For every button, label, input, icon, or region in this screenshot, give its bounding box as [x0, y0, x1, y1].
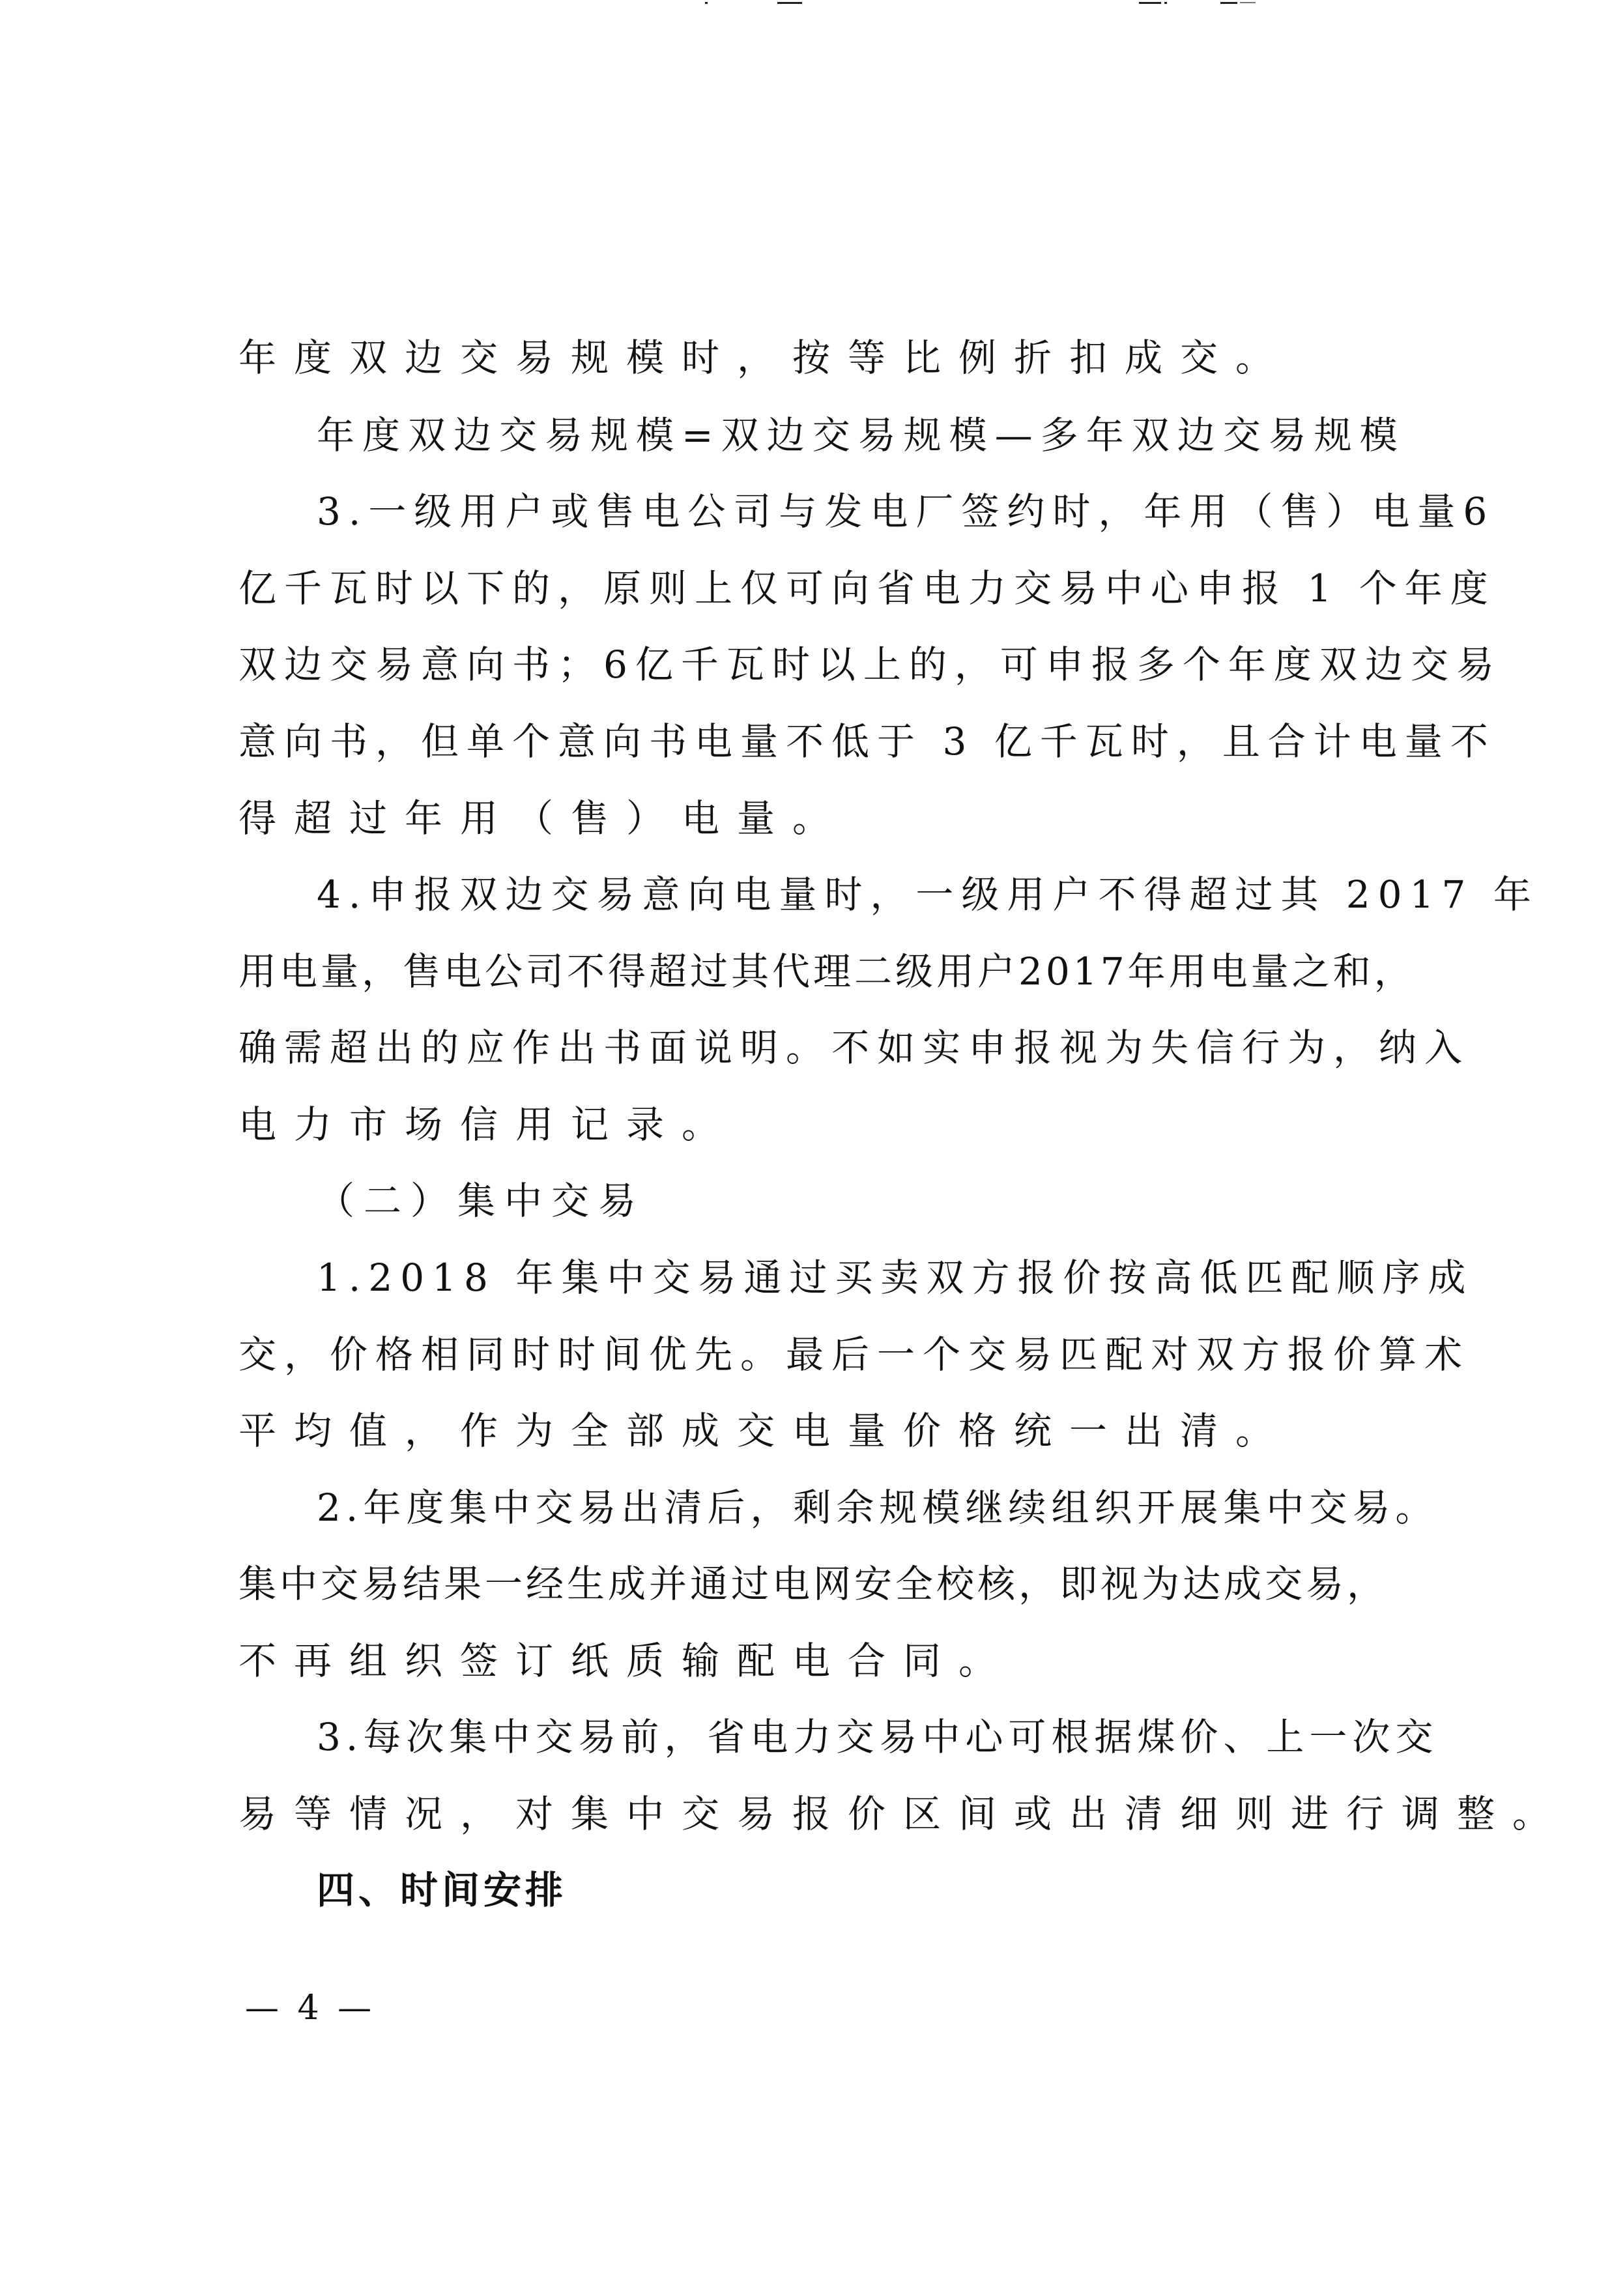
scan-artifact — [1139, 2, 1161, 4]
section-heading: （二）集中交易 — [317, 1179, 646, 1223]
scan-artifact — [1220, 2, 1237, 4]
scan-artifact — [777, 2, 802, 4]
paragraph-line: 2.年度集中交易出清后，剩余规模继续组织开展集中交易。 — [317, 1485, 1439, 1530]
paragraph-line: 年度双边交易规模时，按等比例折扣成交。 — [238, 336, 1291, 380]
formula-line: 年度双边交易规模=双边交易规模—多年双边交易规模 — [317, 413, 1405, 457]
paragraph-line: 集中交易结果一经生成并通过电网安全校核，即视为达成交易， — [238, 1562, 1389, 1606]
paragraph-line: 电力市场信用记录。 — [238, 1102, 738, 1147]
paragraph-line: 亿千瓦时以下的，原则上仅可向省电力交易中心申报 1 个年度 — [238, 566, 1496, 610]
paragraph-line: 3.每次集中交易前，省电力交易中心可根据煤价、上一次交 — [317, 1715, 1439, 1759]
paragraph-line: 确需超出的应作出书面说明。不如实申报视为失信行为，纳入 — [238, 1026, 1471, 1070]
paragraph-line: 双边交易意向书；6亿千瓦时以上的，可申报多个年度双边交易 — [238, 642, 1502, 687]
paragraph-line: 平均值，作为全部成交电量价格统一出清。 — [238, 1409, 1291, 1453]
paragraph-line: 3.一级用户或售电公司与发电厂签约时，年用（售）电量6 — [317, 489, 1495, 534]
paragraph-line: 不再组织签订纸质输配电合同。 — [238, 1639, 1015, 1683]
paragraph-line: 4.申报双边交易意向电量时，一级用户不得超过其 2017 年 — [317, 872, 1539, 917]
scan-artifact — [1240, 2, 1256, 3]
paragraph-line: 得超过年用（售）电量。 — [238, 796, 848, 840]
paragraph-line: 易等情况，对集中交易报价区间或出清细则进行调整。 — [238, 1792, 1568, 1836]
paragraph-line: 用电量，售电公司不得超过其代理二级用户2017年用电量之和， — [238, 949, 1415, 994]
scan-artifact — [1164, 2, 1167, 4]
chapter-heading: 四、时间安排 — [317, 1868, 568, 1912]
page-number: — 4 — — [245, 1988, 376, 2028]
paragraph-line: 意向书，但单个意向书电量不低于 3 亿千瓦时，且合计电量不 — [238, 719, 1496, 764]
scan-artifact — [705, 2, 708, 4]
paragraph-line: 1.2018 年集中交易通过买卖双方报价按高低匹配顺序成 — [317, 1256, 1474, 1300]
paragraph-line: 交，价格相同时时间优先。最后一个交易匹配对双方报价算术 — [238, 1332, 1471, 1377]
